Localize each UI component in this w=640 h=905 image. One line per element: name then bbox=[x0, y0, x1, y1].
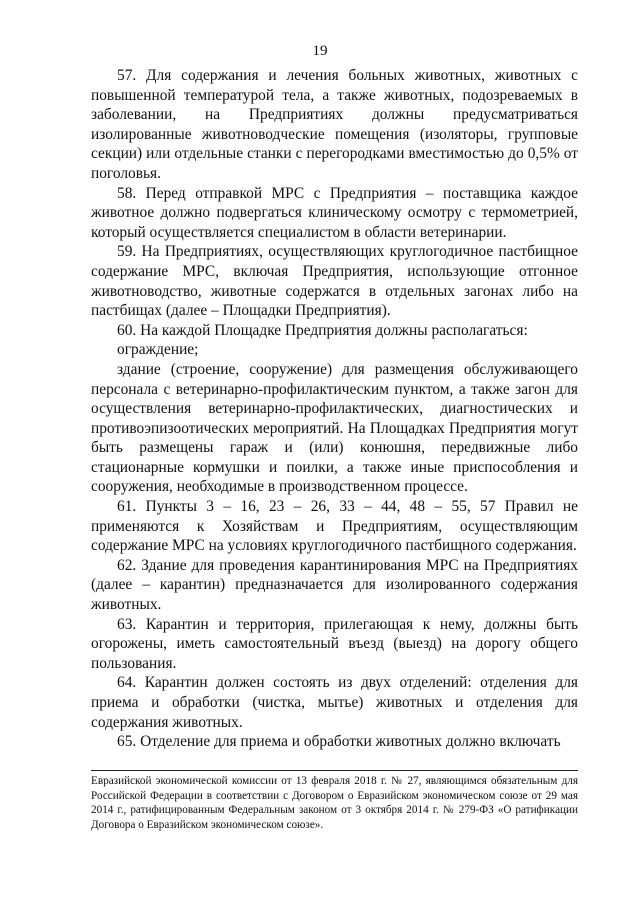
paragraph-60: 60. На каждой Площадке Предприятия должны располагаться: bbox=[117, 321, 528, 339]
list-item-building: здание (строение, сооружение) для размещения обслуживающего персонала с ветеринарно-профилактическим пунктом, а также загон для осуществления ветеринарно-профилактических, диагностических и противоэпизоотических мероприятий. На Площадках Предприятия могут быть размещены гараж и (или) конюшня, передвижные либо стационарные кормушки и поилки, а также иные приспособления и сооружения, необходимые в производственном процессе. bbox=[91, 360, 578, 496]
list-item-fence: ограждение; bbox=[117, 341, 199, 359]
paragraph-59: 59. На Предприятиях, осуществляющих круглогодичное пастбищное содержание МРС, включая Предприятия, использующие отгонное животноводство, животные содержатся в отдельных загонах либо на пастбищах (далее – Площадки Предприятия). bbox=[91, 243, 578, 320]
paragraph-62: 62. Здание для проведения карантинирования МРС на Предприятиях (далее – карантин) предназначается для изолированного содержания животных. bbox=[91, 556, 578, 614]
footnote-divider bbox=[91, 770, 578, 771]
page-number: 19 bbox=[312, 43, 328, 59]
paragraph-65: 65. Отделение для приема и обработки животных должно включать bbox=[117, 733, 561, 751]
paragraph-63: 63. Карантин и территория, прилегающая к нему, должны быть огорожены, иметь самостоятельный въезд (выезд) на дорогу общего пользования. bbox=[91, 615, 578, 672]
paragraph-64: 64. Карантин должен состоять из двух отделений: отделения для приема и обработки (чистка, мытье) животных и отделения для содержания животных. bbox=[91, 674, 578, 731]
paragraph-58: 58. Перед отправкой МРС с Предприятия – поставщика каждое животное должно подвергаться клиническому осмотру с термометрией, который осуществляется специалистом в области ветеринарии. bbox=[91, 184, 578, 241]
paragraph-61: 61. Пункты 3 – 16, 23 – 26, 33 – 44, 48 – 55, 57 Правил не применяются к Хозяйствам и Предприятиям, осуществляющим содержание МРС на условиях круглогодичного пастбищного содержания. bbox=[91, 498, 578, 555]
paragraph-57: 57. Для содержания и лечения больных животных, животных с повышенной температурой тела, а также животных, подозреваемых в заболевании, на Предприятиях должны предусматриваться изолированные животноводческие помещения (изоляторы, групповые секции) или отдельные станки с перегородками вместимостью до 0,5% от поголовья. bbox=[91, 67, 578, 182]
footnote-text: Евразийской экономической комиссии от 13 февраля 2018 г. № 27, являющимся обязательным для Российской Федерации в соответствии с Договором о Евразийском экономическом союзе от 29 мая 2014 г., ратифицированным Федеральным законом от 3 октября 2014 г. № 279-ФЗ «О ратификации Договора о Евразийском экономическом союзе». bbox=[91, 775, 578, 831]
document-body bbox=[91, 66, 578, 752]
